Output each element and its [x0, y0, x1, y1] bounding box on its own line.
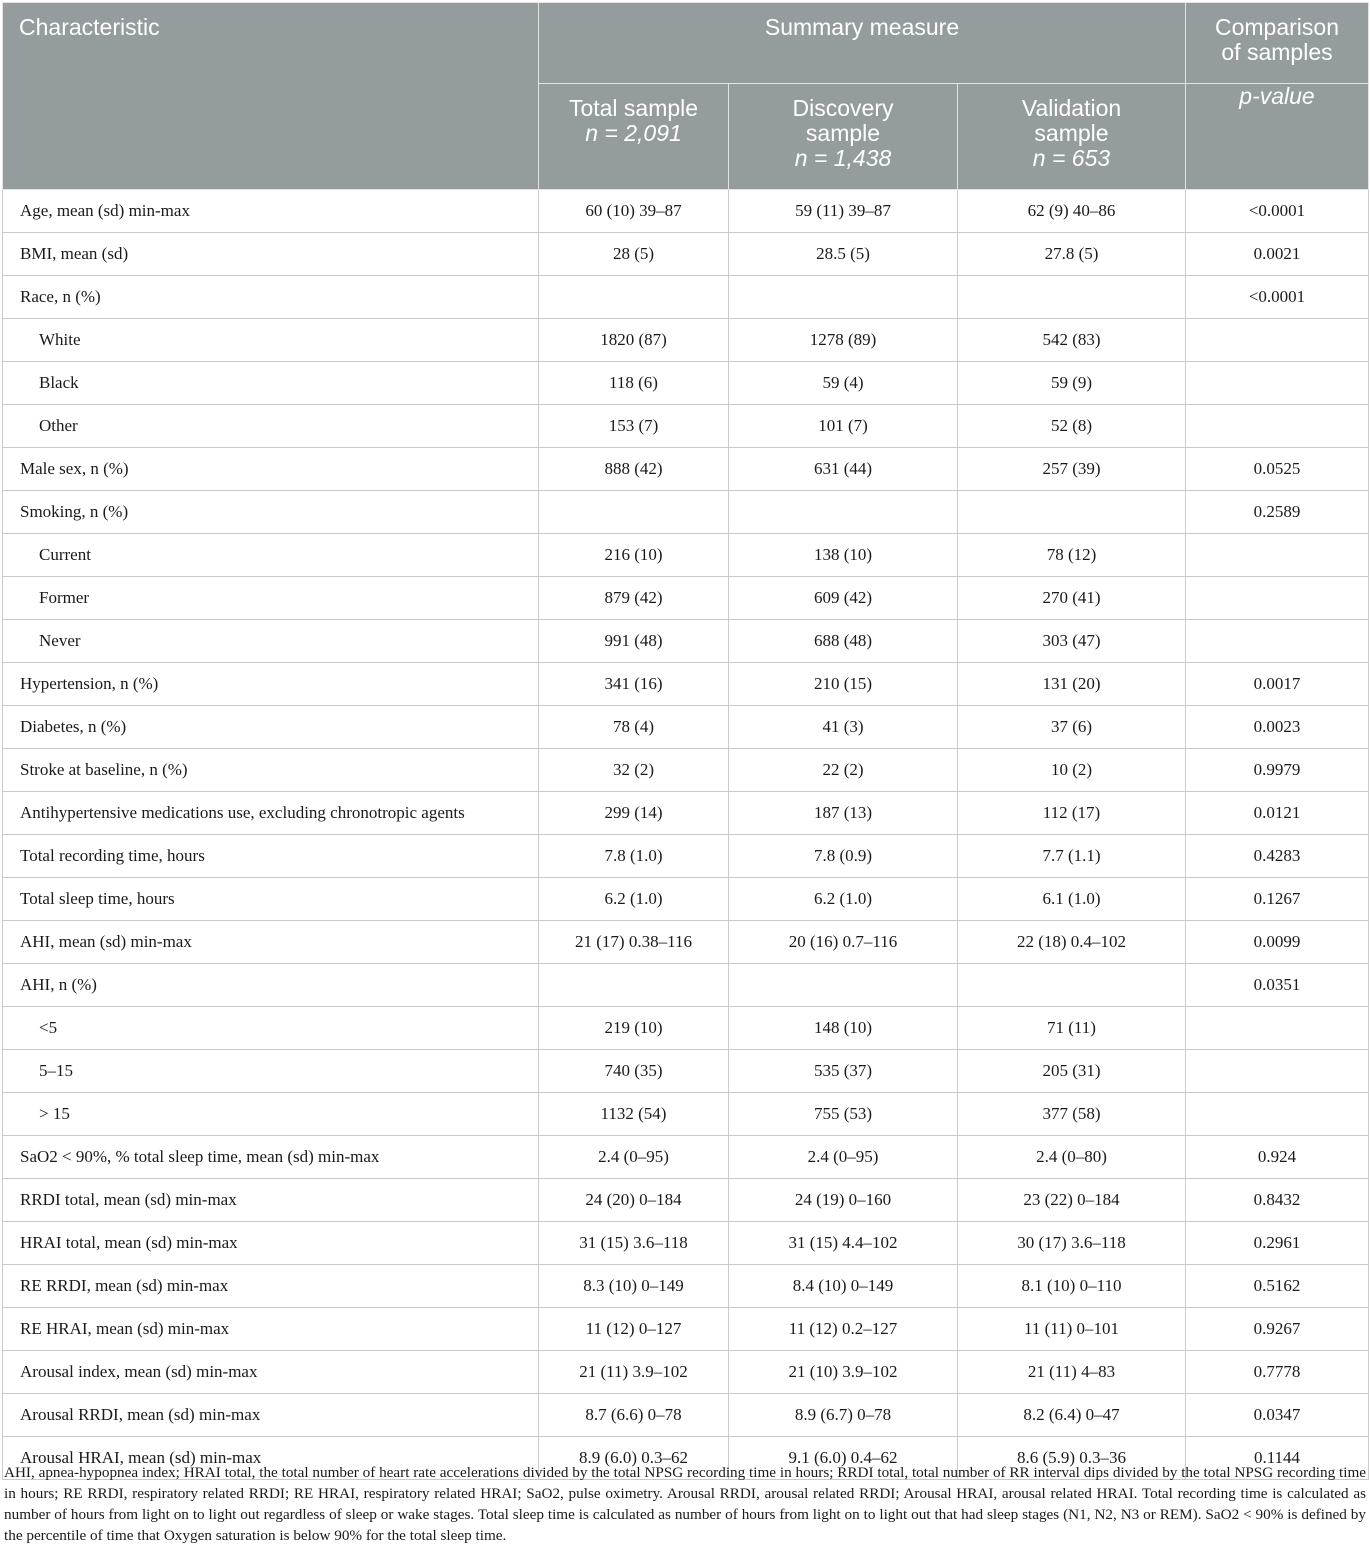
cell-validation-sample: 10 (2): [958, 749, 1186, 792]
cell-discovery-sample: 41 (3): [729, 706, 958, 749]
table-row: [3, 964, 1369, 1007]
cell-p-value: [1186, 319, 1369, 362]
cell-p-value: <0.0001: [1186, 276, 1369, 319]
cell-total-sample: 6.2 (1.0): [539, 878, 729, 921]
table-row: [3, 1308, 1369, 1351]
cell-total-sample: 879 (42): [539, 577, 729, 620]
header-comparison: Comparison of samples: [1186, 3, 1369, 84]
header-validation-sample: Validation sample n = 653: [958, 84, 1186, 190]
table-row: [3, 233, 1369, 276]
table-row: [3, 1136, 1369, 1179]
cell-total-sample: 24 (20) 0–184: [539, 1179, 729, 1222]
cell-discovery-sample: [729, 491, 958, 534]
cell-total-sample: 299 (14): [539, 792, 729, 835]
cell-characteristic: AHI, mean (sd) min-max: [3, 921, 539, 964]
cell-validation-sample: 78 (12): [958, 534, 1186, 577]
table-row: [3, 663, 1369, 706]
table-row: [3, 1394, 1369, 1437]
cell-validation-sample: 377 (58): [958, 1093, 1186, 1136]
cell-total-sample: 32 (2): [539, 749, 729, 792]
table-row: [3, 362, 1369, 405]
cell-p-value: 0.2961: [1186, 1222, 1369, 1265]
table-row: [3, 1222, 1369, 1265]
table-header: [3, 3, 1369, 190]
cell-validation-sample: 542 (83): [958, 319, 1186, 362]
cell-total-sample: 991 (48): [539, 620, 729, 663]
cell-characteristic: Antihypertensive medications use, excluding chronotropic agents: [3, 792, 539, 835]
cell-characteristic: Age, mean (sd) min-max: [3, 190, 539, 233]
header-discovery-sample: Discovery sample n = 1,438: [729, 84, 958, 190]
cell-discovery-sample: 1278 (89): [729, 319, 958, 362]
table-row: [3, 1265, 1369, 1308]
cell-validation-sample: 21 (11) 4–83: [958, 1351, 1186, 1394]
cell-validation-sample: 8.6 (5.9) 0.3–36: [958, 1437, 1186, 1480]
cell-discovery-sample: 24 (19) 0–160: [729, 1179, 958, 1222]
characteristics-table: [2, 2, 1369, 1480]
cell-total-sample: 7.8 (1.0): [539, 835, 729, 878]
cell-characteristic: Never: [3, 620, 539, 663]
cell-discovery-sample: 631 (44): [729, 448, 958, 491]
cell-p-value: 0.0121: [1186, 792, 1369, 835]
cell-p-value: 0.0351: [1186, 964, 1369, 1007]
cell-characteristic: Former: [3, 577, 539, 620]
cell-characteristic: Arousal RRDI, mean (sd) min-max: [3, 1394, 539, 1437]
cell-p-value: [1186, 362, 1369, 405]
table-row: [3, 749, 1369, 792]
table-row: [3, 921, 1369, 964]
cell-total-sample: 21 (11) 3.9–102: [539, 1351, 729, 1394]
cell-total-sample: 8.3 (10) 0–149: [539, 1265, 729, 1308]
cell-total-sample: 216 (10): [539, 534, 729, 577]
cell-characteristic: SaO2 < 90%, % total sleep time, mean (sd) min-max: [3, 1136, 539, 1179]
cell-validation-sample: 270 (41): [958, 577, 1186, 620]
cell-total-sample: [539, 491, 729, 534]
cell-characteristic: Arousal index, mean (sd) min-max: [3, 1351, 539, 1394]
table-row: [3, 1050, 1369, 1093]
cell-validation-sample: 11 (11) 0–101: [958, 1308, 1186, 1351]
table-row: [3, 1179, 1369, 1222]
cell-discovery-sample: 22 (2): [729, 749, 958, 792]
cell-discovery-sample: 28.5 (5): [729, 233, 958, 276]
cell-characteristic: Arousal HRAI, mean (sd) min-max: [3, 1437, 539, 1480]
table-row: [3, 448, 1369, 491]
cell-p-value: 0.8432: [1186, 1179, 1369, 1222]
cell-validation-sample: 71 (11): [958, 1007, 1186, 1050]
cell-total-sample: 1132 (54): [539, 1093, 729, 1136]
table-row: [3, 534, 1369, 577]
cell-p-value: 0.0347: [1186, 1394, 1369, 1437]
cell-total-sample: [539, 276, 729, 319]
cell-validation-sample: 8.2 (6.4) 0–47: [958, 1394, 1186, 1437]
cell-p-value: 0.9979: [1186, 749, 1369, 792]
cell-total-sample: 78 (4): [539, 706, 729, 749]
cell-discovery-sample: 688 (48): [729, 620, 958, 663]
cell-p-value: 0.5162: [1186, 1265, 1369, 1308]
cell-validation-sample: [958, 276, 1186, 319]
cell-validation-sample: 6.1 (1.0): [958, 878, 1186, 921]
cell-characteristic: Race, n (%): [3, 276, 539, 319]
cell-discovery-sample: 21 (10) 3.9–102: [729, 1351, 958, 1394]
cell-total-sample: [539, 964, 729, 1007]
cell-validation-sample: 205 (31): [958, 1050, 1186, 1093]
table-row: [3, 190, 1369, 233]
cell-total-sample: 2.4 (0–95): [539, 1136, 729, 1179]
cell-p-value: 0.4283: [1186, 835, 1369, 878]
cell-discovery-sample: 101 (7): [729, 405, 958, 448]
cell-characteristic: Stroke at baseline, n (%): [3, 749, 539, 792]
table-row: [3, 1007, 1369, 1050]
cell-p-value: 0.0023: [1186, 706, 1369, 749]
cell-p-value: 0.2589: [1186, 491, 1369, 534]
cell-p-value: 0.0017: [1186, 663, 1369, 706]
cell-total-sample: 21 (17) 0.38–116: [539, 921, 729, 964]
cell-validation-sample: 52 (8): [958, 405, 1186, 448]
cell-total-sample: 8.7 (6.6) 0–78: [539, 1394, 729, 1437]
cell-validation-sample: 62 (9) 40–86: [958, 190, 1186, 233]
cell-p-value: [1186, 534, 1369, 577]
cell-characteristic: White: [3, 319, 539, 362]
table-row: [3, 706, 1369, 749]
cell-characteristic: BMI, mean (sd): [3, 233, 539, 276]
cell-validation-sample: 2.4 (0–80): [958, 1136, 1186, 1179]
cell-p-value: 0.9267: [1186, 1308, 1369, 1351]
cell-discovery-sample: 59 (4): [729, 362, 958, 405]
cell-validation-sample: 303 (47): [958, 620, 1186, 663]
cell-discovery-sample: 535 (37): [729, 1050, 958, 1093]
cell-characteristic: 5–15: [3, 1050, 539, 1093]
cell-characteristic: Black: [3, 362, 539, 405]
cell-characteristic: Total sleep time, hours: [3, 878, 539, 921]
cell-total-sample: 8.9 (6.0) 0.3–62: [539, 1437, 729, 1480]
cell-discovery-sample: 148 (10): [729, 1007, 958, 1050]
cell-characteristic: Hypertension, n (%): [3, 663, 539, 706]
table-row: [3, 491, 1369, 534]
cell-discovery-sample: 6.2 (1.0): [729, 878, 958, 921]
cell-discovery-sample: 138 (10): [729, 534, 958, 577]
cell-characteristic: RRDI total, mean (sd) min-max: [3, 1179, 539, 1222]
cell-total-sample: 219 (10): [539, 1007, 729, 1050]
cell-p-value: [1186, 577, 1369, 620]
cell-validation-sample: 59 (9): [958, 362, 1186, 405]
cell-p-value: 0.0525: [1186, 448, 1369, 491]
cell-discovery-sample: 11 (12) 0.2–127: [729, 1308, 958, 1351]
cell-discovery-sample: 20 (16) 0.7–116: [729, 921, 958, 964]
cell-p-value: [1186, 1093, 1369, 1136]
cell-discovery-sample: [729, 964, 958, 1007]
table-row: [3, 319, 1369, 362]
table-row: [3, 577, 1369, 620]
cell-discovery-sample: 2.4 (0–95): [729, 1136, 958, 1179]
table-row: [3, 792, 1369, 835]
header-characteristic: Characteristic: [3, 3, 539, 190]
cell-p-value: 0.0021: [1186, 233, 1369, 276]
cell-total-sample: 1820 (87): [539, 319, 729, 362]
cell-discovery-sample: 9.1 (6.0) 0.4–62: [729, 1437, 958, 1480]
cell-characteristic: <5: [3, 1007, 539, 1050]
cell-total-sample: 888 (42): [539, 448, 729, 491]
header-summary-measure: Summary measure: [539, 3, 1186, 84]
cell-discovery-sample: 7.8 (0.9): [729, 835, 958, 878]
cell-total-sample: 28 (5): [539, 233, 729, 276]
cell-p-value: [1186, 1050, 1369, 1093]
cell-characteristic: Male sex, n (%): [3, 448, 539, 491]
table-body: [3, 190, 1369, 1480]
table-row: [3, 1093, 1369, 1136]
cell-validation-sample: 22 (18) 0.4–102: [958, 921, 1186, 964]
cell-p-value: 0.1144: [1186, 1437, 1369, 1480]
cell-validation-sample: 257 (39): [958, 448, 1186, 491]
cell-discovery-sample: [729, 276, 958, 319]
cell-characteristic: > 15: [3, 1093, 539, 1136]
cell-validation-sample: 23 (22) 0–184: [958, 1179, 1186, 1222]
table-row: [3, 405, 1369, 448]
cell-characteristic: Other: [3, 405, 539, 448]
table-footnote: AHI, apnea-hypopnea index; HRAI total, the total number of heart rate accelerations divided by the total NPSG recording time in hours; RRDI total, total number of RR interval dips divided by the total NPSG recording time in hours; RE RRDI, respiratory related RRDI; RE HRAI, respiratory related HRAI; SaO2, pulse oximetry. Arousal RRDI, arousal related RRDI; Arousal HRAI, arousal related HRAI. Total recording time is calculated as number of hours from light on to light out regardless of sleep or wake stages. Total sleep time is calculated as number of hours from light on to light out that had sleep stages (N1, N2, N3 or REM). SaO2 < 90% is defined by the percentile of time that Oxygen saturation is below 90% for the total sleep time.: [4, 1464, 1366, 1544]
cell-characteristic: Total recording time, hours: [3, 835, 539, 878]
cell-characteristic: RE HRAI, mean (sd) min-max: [3, 1308, 539, 1351]
cell-total-sample: 31 (15) 3.6–118: [539, 1222, 729, 1265]
cell-characteristic: HRAI total, mean (sd) min-max: [3, 1222, 539, 1265]
cell-validation-sample: 30 (17) 3.6–118: [958, 1222, 1186, 1265]
cell-total-sample: 341 (16): [539, 663, 729, 706]
cell-p-value: 0.7778: [1186, 1351, 1369, 1394]
cell-validation-sample: 131 (20): [958, 663, 1186, 706]
cell-validation-sample: 37 (6): [958, 706, 1186, 749]
cell-characteristic: AHI, n (%): [3, 964, 539, 1007]
cell-discovery-sample: 609 (42): [729, 577, 958, 620]
cell-validation-sample: 7.7 (1.1): [958, 835, 1186, 878]
table-row: [3, 835, 1369, 878]
cell-total-sample: 153 (7): [539, 405, 729, 448]
cell-characteristic: Smoking, n (%): [3, 491, 539, 534]
cell-characteristic: RE RRDI, mean (sd) min-max: [3, 1265, 539, 1308]
cell-validation-sample: 112 (17): [958, 792, 1186, 835]
cell-validation-sample: [958, 964, 1186, 1007]
cell-discovery-sample: 187 (13): [729, 792, 958, 835]
cell-total-sample: 118 (6): [539, 362, 729, 405]
table-row: [3, 620, 1369, 663]
cell-p-value: [1186, 1007, 1369, 1050]
cell-validation-sample: [958, 491, 1186, 534]
cell-validation-sample: 27.8 (5): [958, 233, 1186, 276]
header-total-sample: Total sample n = 2,091: [539, 84, 729, 190]
cell-discovery-sample: 210 (15): [729, 663, 958, 706]
cell-discovery-sample: 8.9 (6.7) 0–78: [729, 1394, 958, 1437]
cell-p-value: [1186, 405, 1369, 448]
cell-discovery-sample: 755 (53): [729, 1093, 958, 1136]
cell-discovery-sample: 31 (15) 4.4–102: [729, 1222, 958, 1265]
cell-characteristic: Current: [3, 534, 539, 577]
cell-p-value: 0.924: [1186, 1136, 1369, 1179]
cell-total-sample: 740 (35): [539, 1050, 729, 1093]
cell-p-value: <0.0001: [1186, 190, 1369, 233]
cell-discovery-sample: 8.4 (10) 0–149: [729, 1265, 958, 1308]
cell-characteristic: Diabetes, n (%): [3, 706, 539, 749]
table-row: [3, 1351, 1369, 1394]
cell-total-sample: 60 (10) 39–87: [539, 190, 729, 233]
cell-p-value: 0.0099: [1186, 921, 1369, 964]
cell-discovery-sample: 59 (11) 39–87: [729, 190, 958, 233]
cell-total-sample: 11 (12) 0–127: [539, 1308, 729, 1351]
cell-p-value: 0.1267: [1186, 878, 1369, 921]
table-row: [3, 276, 1369, 319]
table-row: [3, 878, 1369, 921]
cell-validation-sample: 8.1 (10) 0–110: [958, 1265, 1186, 1308]
cell-p-value: [1186, 620, 1369, 663]
header-p-value: p-value: [1186, 84, 1369, 190]
